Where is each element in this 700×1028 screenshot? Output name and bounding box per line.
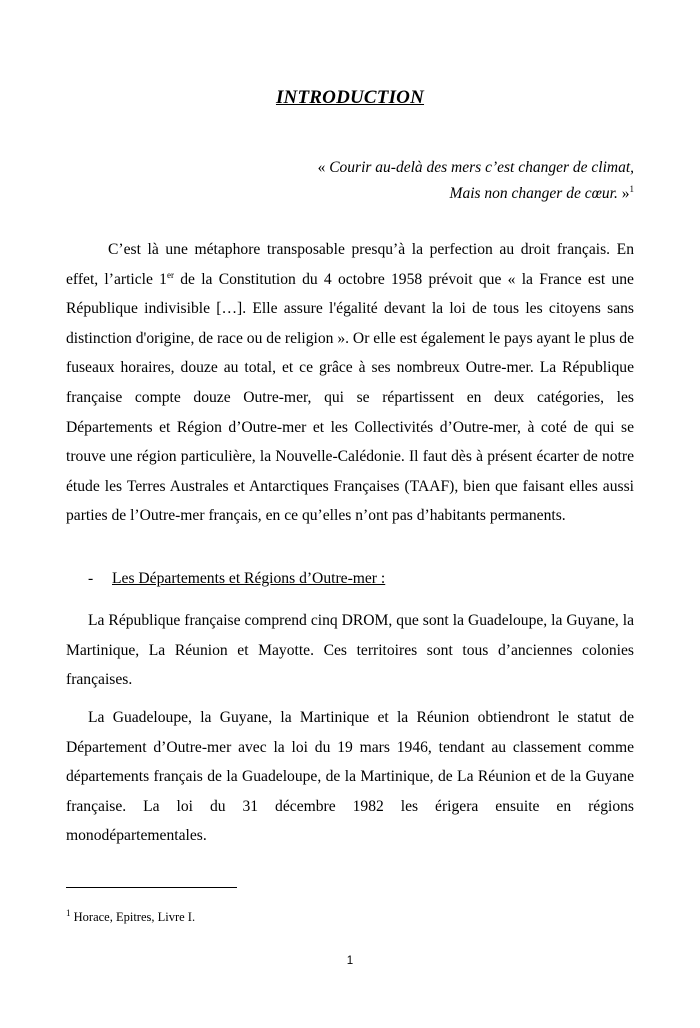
paragraph-intro-part1: C’est là une métaphore transposable presqu’à la perfection au droit français. En effet, l’article 1 <box>66 241 634 288</box>
epigraph-close-quote: » <box>617 185 630 202</box>
epigraph-quote <box>200 155 634 207</box>
epigraph-line-2 <box>200 181 634 207</box>
epigraph-text-1: Courir au-delà des mers c’est changer de climat, <box>329 159 634 176</box>
ordinal-superscript: er <box>166 269 174 280</box>
footnote-number: 1 <box>66 907 71 918</box>
paragraph-history: La Guadeloupe, la Guyane, la Martinique et la Réunion obtiendront le statut de Département d’Outre-mer avec la loi du 19 mars 1946, tendant au classement comme départements français de la Guadeloupe, de la Martinique, de La Réunion et de la Guyane française. La loi du 31 décembre 1982 les érigera ensuite en régions monodépartementales. <box>66 709 634 845</box>
paragraph-intro <box>66 235 634 531</box>
epigraph-open-quote: « <box>317 159 330 176</box>
section-subheading <box>88 567 385 591</box>
page-number: 1 <box>346 955 354 967</box>
subheading-label: Les Départements et Régions d’Outre-mer : <box>112 570 386 587</box>
footnote-reference: 1 <box>629 183 634 194</box>
footnote <box>66 908 195 926</box>
paragraph-intro-part2: de la Constitution du 4 octobre 1958 prévoit que « la France est une République indivisible […]. Elle assure l'égalité devant la loi de tous les citoyens sans distinction d'origine, de race ou de religion ». Or elle est également le pays ayant le plus de fuseaux horaires, douze au total, et ce grâce à ses nombreux Outre-mer. La République française compte douze Outre-mer, qui se répartissent en deux catégories, les Départements et Région d’Outre-mer et les Collectivités d’Outre-mer, à coté de qui se trouve une région particulière, la Nouvelle-Calédonie. Il faut dès à présent écarter de notre étude les Terres Australes et Antarctiques Françaises (TAAF), bien que faisant elles aussi parties de l’Outre-mer français, en ce qu’elles n’ont pas d’habitants permanents. <box>66 270 634 525</box>
paragraph-drom: La République française comprend cinq DROM, que sont la Guadeloupe, la Guyane, la Martinique, La Réunion et Mayotte. Ces territoires sont tous d’anciennes colonies françaises. <box>66 612 634 689</box>
list-dash: - <box>88 570 94 587</box>
epigraph-text-2: Mais non changer de cœur. <box>449 185 618 202</box>
footnote-separator <box>66 887 237 888</box>
page-title: INTRODUCTION <box>275 87 425 108</box>
footnote-text: Horace, Epitres, Livre I. <box>70 910 196 924</box>
epigraph-line-1 <box>200 155 634 181</box>
